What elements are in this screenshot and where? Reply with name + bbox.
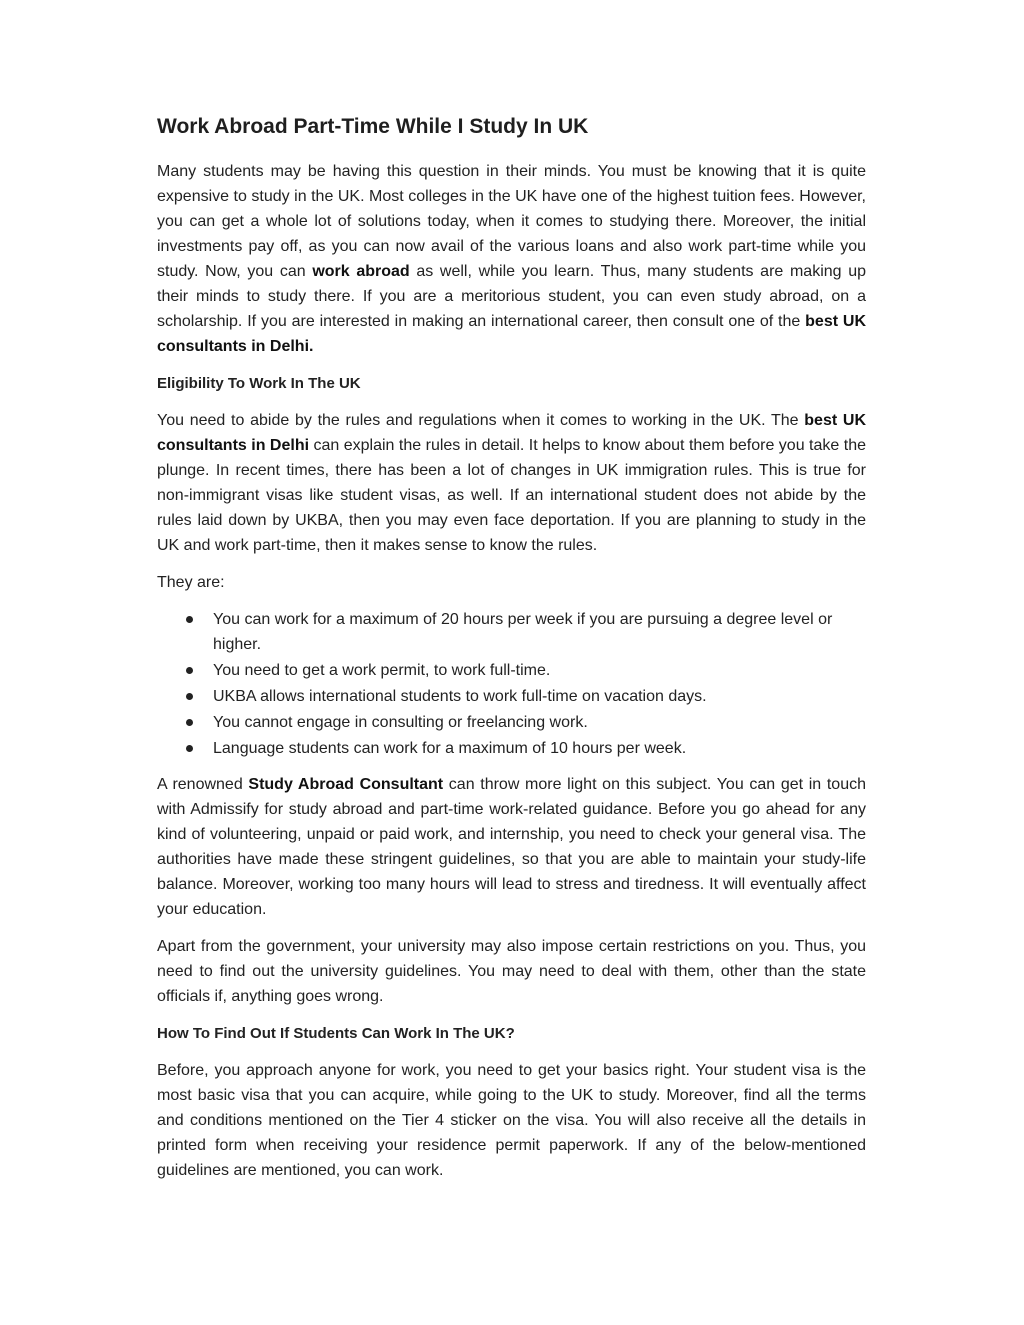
list-item: You cannot engage in consulting or freelancing work. — [157, 710, 866, 735]
eligibility-text-2: can explain the rules in detail. It helps to know about them before you take the plunge. In recent times, there has been a lot of changes in UK immigration rules. This is true for non-immigrant visas like student visas, as well. If an international student does not abide by the rules laid down by UKBA, then you may even face deportation. If you are planning to study in the UK and work part-time, then it makes sense to know the rules. — [157, 437, 867, 554]
work-abroad-link-text: work abroad — [312, 263, 410, 280]
basics-paragraph: Before, you approach anyone for work, you need to get your basics right. Your student visa is the most basic visa that you can acquire, while going to the UK to study. Moreover, find all the terms and conditions mentioned on the Tier 4 sticker on the visa. You will also receive all the details in printed form when receiving your residence permit paperwork. If any of the below-mentioned guidelines are mentioned, you can work. — [157, 1062, 866, 1179]
bullet-icon — [186, 616, 193, 623]
consultant-text-2: can throw more light on this subject. You can get in touch with Admissify for study abroad and part-time work-related guidance. Before you go ahead for any kind of volunteering, unpaid or paid work, and internship, you need to check your general visa. The authorities have made these stringent guidelines, so that you are able to maintain your study-life balance. Moreover, working too many hours will lead to stress and tiredness. It will eventually affect your education. — [157, 776, 866, 918]
they-are-paragraph: They are: — [157, 574, 225, 591]
study-abroad-consultant-text: Study Abroad Consultant — [248, 776, 444, 793]
intro-text-2: as well, while you learn. Thus, many students are making up their minds to study there. If you are a meritorious student, you can even study abroad, on a scholarship. If you are interested in making an international career, then consult one of the — [157, 263, 867, 330]
bullet-icon — [186, 693, 193, 700]
rules-list — [157, 607, 866, 761]
section-heading-find-out: How To Find Out If Students Can Work In The UK? — [157, 1025, 515, 1042]
best-uk-consultants-text: best UK consultants in Delhi. — [157, 313, 866, 355]
list-item: You need to get a work permit, to work full-time. — [157, 658, 866, 683]
document-page — [157, 112, 866, 1195]
intro-text-1: Many students may be having this question in their minds. You must be knowing that it is quite expensive to study in the UK. Most colleges in the UK have one of the highest tuition fees. However, you can get a whole lot of solutions today, when it comes to studying there. Moreover, the initial investments pay off, as you can now avail of the various loans and also work part-time while you study. Now, you can — [157, 163, 866, 280]
intro-paragraph — [157, 159, 866, 359]
section-heading-eligibility: Eligibility To Work In The UK — [157, 375, 361, 392]
eligibility-paragraph — [157, 408, 866, 558]
consultant-text-1: A renowned — [157, 776, 249, 793]
bullet-icon — [186, 667, 193, 674]
list-item: Language students can work for a maximum of 10 hours per week. — [157, 736, 866, 761]
university-paragraph: Apart from the government, your university may also impose certain restrictions on you. Thus, you need to find out the university guidelines. You may need to deal with them, other than the state officials if, anything goes wrong. — [157, 938, 866, 1005]
page-title: Work Abroad Part-Time While I Study In UK — [157, 115, 589, 138]
bullet-icon — [186, 719, 193, 726]
list-item: You can work for a maximum of 20 hours per week if you are pursuing a degree level or higher. — [157, 607, 866, 657]
bullet-icon — [186, 745, 193, 752]
list-item: UKBA allows international students to work full-time on vacation days. — [157, 684, 866, 709]
best-uk-consultants-text-2: best UK consultants in Delhi — [157, 412, 867, 454]
consultant-paragraph — [157, 772, 866, 922]
eligibility-text-1: You need to abide by the rules and regulations when it comes to working in the UK. The — [157, 412, 805, 429]
